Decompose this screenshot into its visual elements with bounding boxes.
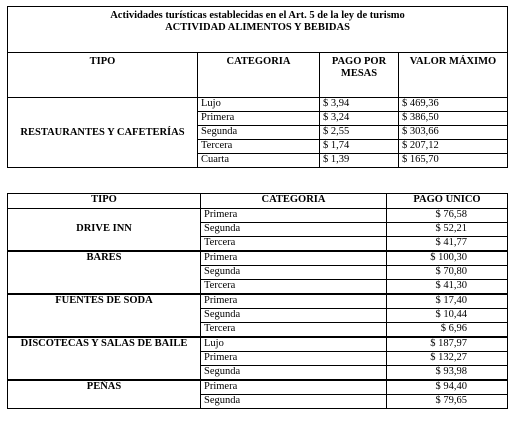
valor-cell: $ 386,50 — [399, 112, 508, 126]
pago-cell: $ 1,39 — [320, 154, 399, 168]
pago-cell: $ 93,98 — [387, 366, 508, 380]
categoria-cell: Primera — [201, 294, 387, 309]
header-categoria: CATEGORIA — [198, 53, 320, 98]
table-title-line1: Actividades turísticas establecidas en el Art. 5 de la ley de turismo — [110, 10, 405, 21]
table-title-line2: ACTIVIDAD ALIMENTOS Y BEBIDAS — [165, 22, 350, 33]
header-pago-line1: PAGO POR — [331, 56, 387, 67]
valor-cell: $ 165,70 — [399, 154, 508, 168]
header-tipo: TIPO — [8, 53, 198, 98]
categoria-cell: Primera — [201, 380, 387, 395]
pago-cell: $ 52,21 — [387, 223, 508, 237]
header-pago-unico: PAGO ÚNICO — [387, 194, 508, 209]
table-title — [8, 7, 508, 53]
valor-cell: $ 469,36 — [399, 98, 508, 112]
categoria-cell: Tercera — [201, 280, 387, 294]
pago-cell: $ 10,44 — [387, 309, 508, 323]
pago-cell: $ 100,30 — [387, 251, 508, 266]
categoria-cell: Segunda — [198, 126, 320, 140]
tipo-cell: FUENTES DE SODA — [8, 294, 201, 337]
tipo-cell: PEÑAS — [8, 380, 201, 409]
categoria-cell: Primera — [201, 209, 387, 223]
pago-cell: $ 3,94 — [320, 98, 399, 112]
pago-cell: $ 79,65 — [387, 395, 508, 409]
pago-cell: $ 76,58 — [387, 209, 508, 223]
header-tipo: TIPO — [8, 194, 201, 209]
pago-cell: $ 6,96 — [387, 323, 508, 337]
alimentos-bebidas-table — [7, 6, 508, 168]
categoria-cell: Lujo — [201, 337, 387, 352]
pago-unico-table — [7, 193, 508, 409]
categoria-cell: Primera — [198, 112, 320, 126]
categoria-cell: Cuarta — [198, 154, 320, 168]
table-row — [8, 337, 508, 352]
header-pago-line2: MESAS — [340, 68, 378, 79]
header-categoria: CATEGORIA — [201, 194, 387, 209]
valor-cell: $ 207,12 — [399, 140, 508, 154]
pago-cell: $ 94,40 — [387, 380, 508, 395]
tipo-cell: DISCOTECAS Y SALAS DE BAILE — [8, 337, 201, 380]
categoria-cell: Lujo — [198, 98, 320, 112]
valor-cell: $ 303,66 — [399, 126, 508, 140]
categoria-cell: Segunda — [201, 223, 387, 237]
pago-cell: $ 41,77 — [387, 237, 508, 251]
categoria-cell: Segunda — [201, 395, 387, 409]
pago-cell: $ 2,55 — [320, 126, 399, 140]
pago-cell: $ 132,27 — [387, 352, 508, 366]
table-row — [8, 294, 508, 309]
pago-cell: $ 17,40 — [387, 294, 508, 309]
categoria-cell: Segunda — [201, 309, 387, 323]
header-valor-maximo: VALOR MÁXIMO — [399, 53, 508, 98]
table-row — [8, 251, 508, 266]
pago-cell: $ 187,97 — [387, 337, 508, 352]
categoria-cell: Tercera — [198, 140, 320, 154]
categoria-cell: Tercera — [201, 237, 387, 251]
categoria-cell: Segunda — [201, 366, 387, 380]
pago-cell: $ 1,74 — [320, 140, 399, 154]
categoria-cell: Primera — [201, 251, 387, 266]
tipo-cell: BARES — [8, 251, 201, 294]
pago-cell: $ 70,80 — [387, 266, 508, 280]
tipo-cell: RESTAURANTES Y CAFETERÍAS — [8, 98, 198, 168]
categoria-cell: Tercera — [201, 323, 387, 337]
tipo-cell: DRIVE INN — [8, 209, 201, 251]
pago-cell: $ 3,24 — [320, 112, 399, 126]
table-row — [8, 98, 508, 112]
table-row — [8, 380, 508, 395]
header-pago-por-mesas — [320, 53, 399, 98]
categoria-cell: Primera — [201, 352, 387, 366]
categoria-cell: Segunda — [201, 266, 387, 280]
pago-cell: $ 41,30 — [387, 280, 508, 294]
table-row — [8, 209, 508, 223]
